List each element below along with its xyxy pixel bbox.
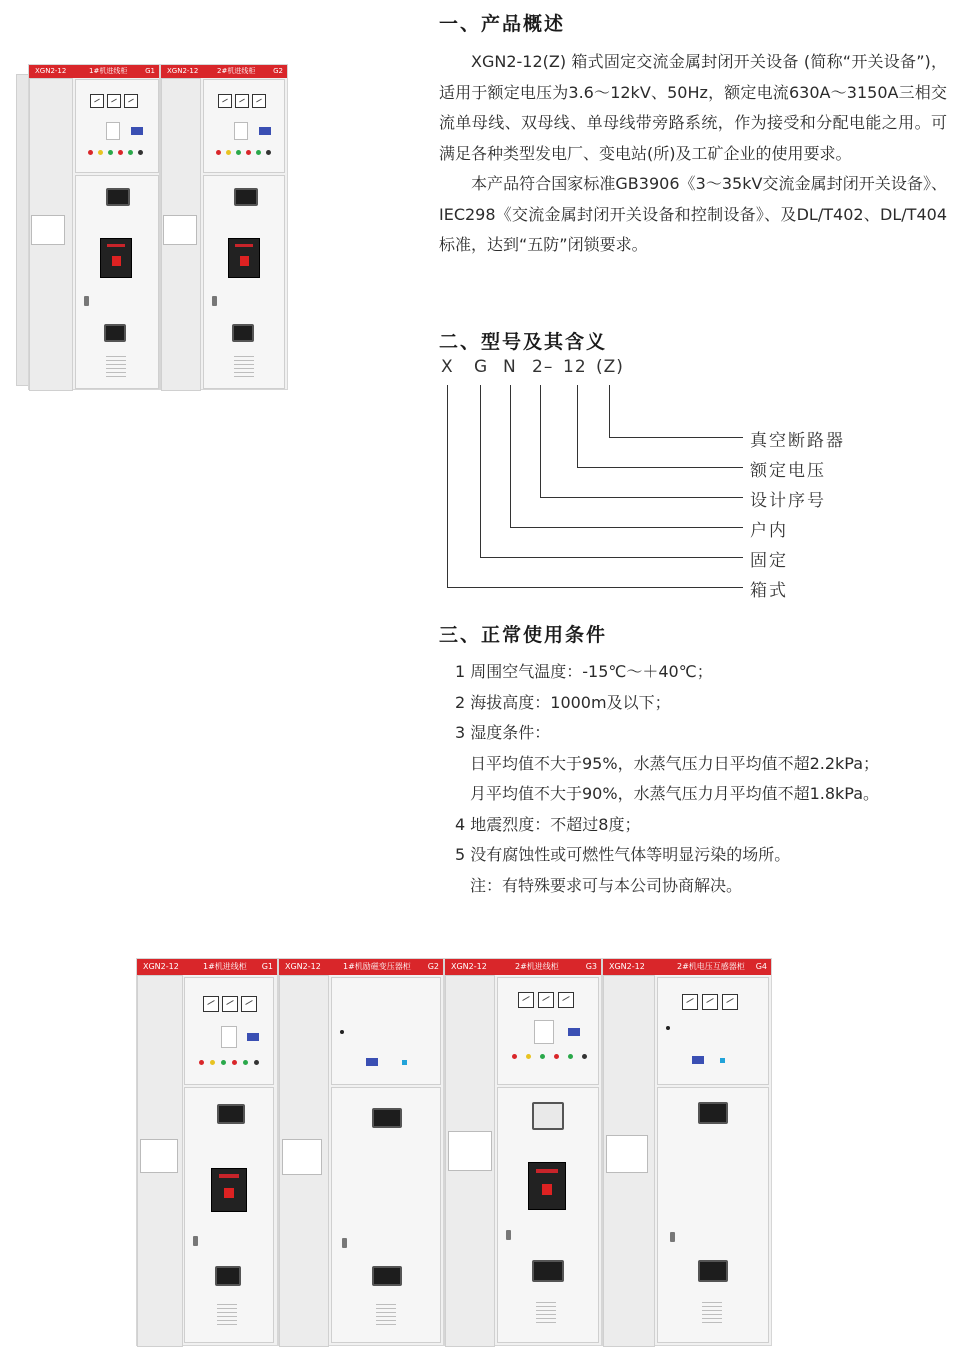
lower-door — [331, 1087, 441, 1343]
viewing-window — [532, 1260, 564, 1282]
indicator-lamp — [540, 1054, 545, 1059]
indicator-lamp — [138, 150, 143, 155]
vent-grille — [234, 356, 254, 380]
indicator-lamp — [254, 1060, 259, 1065]
breaker-unit — [211, 1168, 247, 1212]
cabinet-name: 2#机进线柜 — [217, 67, 256, 75]
indicator-lamp — [118, 150, 123, 155]
indicator-lamp — [720, 1058, 725, 1063]
door-handle-icon — [84, 296, 89, 306]
overview-text — [439, 47, 947, 261]
vent-grille — [536, 1302, 556, 1326]
indicator-lamp — [526, 1054, 531, 1059]
gauge-icon — [538, 992, 554, 1008]
indicator-lamp — [256, 150, 261, 155]
cabinet-unit — [444, 958, 602, 1346]
indicator-lamp — [568, 1054, 573, 1059]
gauge-icon — [90, 94, 104, 108]
instrument-door — [184, 977, 274, 1085]
viewing-window — [372, 1266, 402, 1286]
gauge-icon — [682, 994, 698, 1010]
relay-display — [534, 1020, 554, 1044]
cabinet-code: G3 — [585, 962, 597, 971]
viewing-window — [234, 188, 258, 206]
indicator-plate — [366, 1058, 378, 1066]
label-plate — [140, 1139, 178, 1173]
breaker-door — [203, 175, 285, 389]
cabinet-header — [279, 959, 443, 975]
code-letter: (Z) — [596, 357, 624, 377]
leader-line — [447, 385, 448, 587]
cabinet-name: 2#机电压互感器柜 — [677, 962, 745, 971]
cabinet-model: XGN2-12 — [167, 67, 199, 75]
gauge-icon — [218, 94, 232, 108]
leader-line — [540, 385, 541, 497]
label-plate — [31, 215, 65, 245]
indicator-lamp — [88, 150, 93, 155]
indicator-lamp — [216, 150, 221, 155]
cabinet-model: XGN2-12 — [143, 962, 179, 971]
gauge-icon — [203, 996, 219, 1012]
indicator-lamp — [128, 150, 133, 155]
gauge-icon — [722, 994, 738, 1010]
cabinet-code: G1 — [261, 962, 273, 971]
cabinet-model: XGN2-12 — [285, 962, 321, 971]
viewing-window — [104, 324, 126, 342]
viewing-window — [532, 1102, 564, 1130]
cabinet-unit — [136, 958, 278, 1346]
overview-paragraph: XGN2-12(Z) 箱式固定交流金属封闭开关设备 (简称“开关设备”)，适用于额定电压为3.6～12kV、50Hz，额定电流630A～3150A三相交流单母线、双母线、单母线带旁路系统，作为接受和分配电能之用。可满足各种类型发电厂、变电站(所)及工矿企业的使用要求。 — [439, 52, 947, 163]
cabinet-header — [603, 959, 771, 975]
cabinet-code: G4 — [755, 962, 767, 971]
cabinet-header — [137, 959, 277, 975]
condition-subitem: 月平均值不大于90%，水蒸气压力月平均值不超1.8kPa。 — [470, 784, 880, 803]
leader-line — [577, 467, 743, 468]
label-plate — [448, 1131, 492, 1171]
indicator-lamp — [108, 150, 113, 155]
indicator-plate — [692, 1056, 704, 1064]
label-plate — [606, 1135, 648, 1173]
condition-note: 注：有特殊要求可与本公司协商解决。 — [470, 875, 743, 895]
breaker-unit — [100, 238, 132, 278]
condition-item: 1 周围空气温度：-15℃～＋40℃； — [455, 662, 713, 681]
cabinet-unit — [602, 958, 772, 1346]
door-handle-icon — [670, 1232, 675, 1242]
cabinet-header — [29, 65, 159, 78]
cabinet-code: G2 — [273, 67, 283, 75]
code-meaning: 额定电压 — [750, 461, 826, 481]
code-letter: 12 — [563, 357, 587, 377]
cabinet-unit — [278, 958, 444, 1346]
viewing-window — [215, 1266, 241, 1286]
leader-line — [480, 385, 481, 557]
door-knob-icon — [340, 1030, 344, 1034]
standards-paragraph: 本产品符合国家标准GB3906《3～35kV交流金属封闭开关设备》、IEC298《交流金属封闭开关设备和控制设备》、及DL/T402、DL/T404标准，达到“五防”闭锁要求。 — [439, 174, 947, 254]
label-plate — [282, 1139, 322, 1175]
instrument-door — [75, 79, 159, 173]
indicator-lamp — [98, 150, 103, 155]
code-meaning: 户内 — [750, 521, 788, 541]
lower-door — [657, 1087, 769, 1343]
condition-item: 2 海拔高度：1000m及以下； — [455, 692, 671, 712]
indicator-lamp — [402, 1060, 407, 1065]
bottom-cabinet-photo — [136, 958, 772, 1346]
door-knob-icon — [666, 1026, 670, 1030]
leader-line — [510, 527, 743, 528]
door-handle-icon — [193, 1236, 198, 1246]
gauge-icon — [222, 996, 238, 1012]
instrument-door — [497, 977, 599, 1085]
viewing-window — [232, 324, 254, 342]
indicator-plate — [259, 127, 271, 135]
vent-grille — [106, 356, 126, 380]
viewing-window — [106, 188, 130, 206]
gauge-icon — [235, 94, 249, 108]
leader-line — [609, 437, 743, 438]
cabinet-header — [161, 65, 287, 78]
indicator-lamp — [199, 1060, 204, 1065]
door-handle-icon — [506, 1230, 511, 1240]
indicator-lamp — [554, 1054, 559, 1059]
leader-line — [609, 385, 610, 437]
cabinet-unit — [160, 64, 288, 390]
indicator-lamp — [246, 150, 251, 155]
leader-line — [577, 385, 578, 467]
indicator-lamp — [232, 1060, 237, 1065]
indicator-lamp — [210, 1060, 215, 1065]
breaker-door — [75, 175, 159, 389]
indicator-plate — [247, 1033, 259, 1041]
leader-line — [510, 385, 511, 527]
leader-line — [540, 497, 743, 498]
cabinet-name: 1#机励磁变压器柜 — [343, 962, 411, 971]
instrument-door — [657, 977, 769, 1085]
cabinet-name: 2#机进线柜 — [515, 962, 559, 971]
condition-item: 3 湿度条件： — [455, 723, 551, 742]
instrument-door — [203, 79, 285, 173]
gauge-icon — [252, 94, 266, 108]
code-letter: N — [503, 357, 517, 377]
section-title-overview: 一、产品概述 — [439, 13, 566, 35]
indicator-lamp — [236, 150, 241, 155]
gauge-icon — [518, 992, 534, 1008]
indicator-lamp — [221, 1060, 226, 1065]
cabinet-model: XGN2-12 — [35, 67, 67, 75]
label-plate — [163, 215, 197, 245]
code-letter: 2– — [532, 357, 554, 377]
door-handle-icon — [212, 296, 217, 306]
gauge-icon — [558, 992, 574, 1008]
relay-display — [221, 1026, 237, 1048]
code-letter: G — [474, 357, 489, 377]
relay-display — [106, 122, 120, 140]
cabinet-code: G1 — [145, 67, 155, 75]
code-meaning: 真空断路器 — [750, 431, 845, 451]
breaker-door — [184, 1087, 274, 1343]
top-cabinet-photo — [16, 60, 288, 390]
viewing-window — [698, 1102, 728, 1124]
gauge-icon — [241, 996, 257, 1012]
cabinet-unit — [28, 64, 160, 390]
indicator-lamp — [226, 150, 231, 155]
indicator-lamp — [266, 150, 271, 155]
indicator-lamp — [243, 1060, 248, 1065]
code-meaning: 设计序号 — [750, 491, 826, 511]
cabinet-name: 1#机进线柜 — [203, 962, 247, 971]
breaker-unit — [228, 238, 260, 278]
viewing-window — [698, 1260, 728, 1282]
vent-grille — [702, 1302, 722, 1326]
breaker-door — [497, 1087, 599, 1343]
condition-subitem: 日平均值不大于95%，水蒸气压力日平均值不超2.2kPa； — [470, 753, 880, 773]
upper-door — [331, 977, 441, 1085]
indicator-plate — [131, 127, 143, 135]
gauge-icon — [124, 94, 138, 108]
leader-line — [480, 557, 743, 558]
vent-grille — [217, 1304, 237, 1328]
cabinet-model: XGN2-12 — [609, 962, 645, 971]
vent-grille — [376, 1304, 396, 1328]
section-title-conditions: 三、正常使用条件 — [439, 624, 608, 646]
code-letter: X — [441, 357, 454, 377]
conditions-list — [455, 657, 879, 901]
code-meaning: 箱式 — [750, 581, 788, 601]
leader-line — [447, 587, 743, 588]
viewing-window — [372, 1108, 402, 1128]
door-handle-icon — [342, 1238, 347, 1248]
cabinet-name: 1#机进线柜 — [89, 67, 128, 75]
section-title-model: 二、型号及其含义 — [439, 331, 608, 353]
indicator-lamp — [582, 1054, 587, 1059]
indicator-plate — [568, 1028, 580, 1036]
gauge-icon — [702, 994, 718, 1010]
indicator-lamp — [512, 1054, 517, 1059]
breaker-unit — [528, 1162, 566, 1210]
cabinet-model: XGN2-12 — [451, 962, 487, 971]
code-meaning: 固定 — [750, 551, 788, 571]
cabinet-header — [445, 959, 601, 975]
gauge-icon — [107, 94, 121, 108]
relay-display — [234, 122, 248, 140]
viewing-window — [217, 1104, 245, 1124]
condition-item: 4 地震烈度：不超过8度； — [455, 814, 641, 834]
condition-item: 5 没有腐蚀性或可燃性气体等明显污染的场所。 — [455, 845, 791, 864]
cabinet-code: G2 — [427, 962, 439, 971]
